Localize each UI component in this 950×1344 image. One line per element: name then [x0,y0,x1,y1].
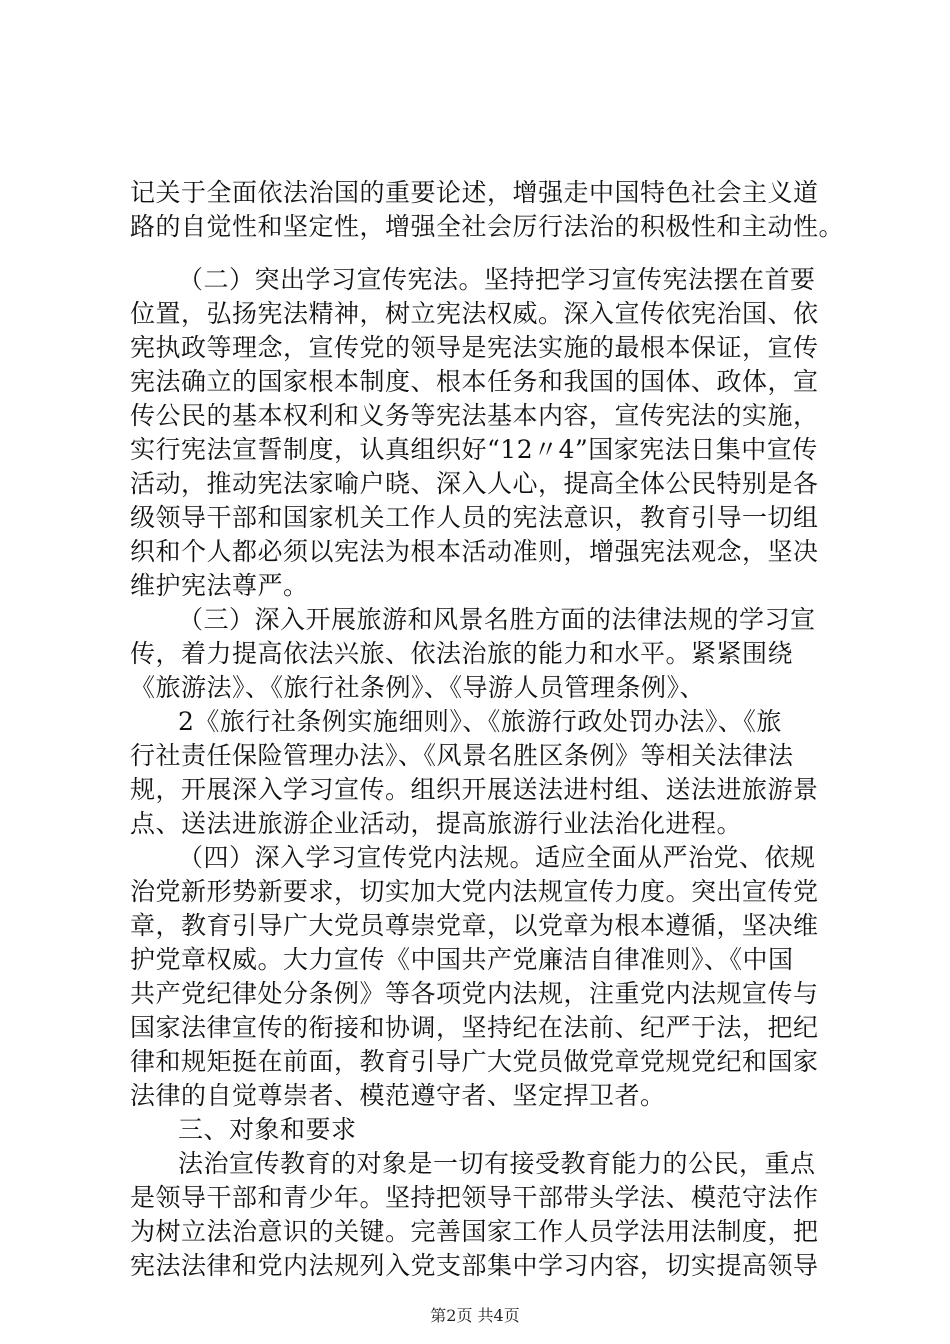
paragraph-start: 法治宣传教育的对象是一切有接受教育能力的公民，重点 [178,1149,816,1178]
text-line: 律和规矩挺在前面，教育引导广大党员做党章党规党纪和国家 [130,1047,819,1076]
text-line: 法律的自觉尊崇者、模范遵守者、坚定捍卫者。 [130,1081,666,1110]
paragraph-heading-2: （二）突出学习宣传宪法。坚持把学习宣传宪法摆在首要 [178,265,816,294]
page-footer: 第2页 共4页 [430,1306,520,1325]
text-line: 点、送法进旅游企业活动，提高旅游行业法治化进程。 [130,809,743,838]
paragraph-heading-3: （三）深入开展旅游和风景名胜方面的法律法规的学习宣 [178,605,816,634]
text-line: 规，开展深入学习宣传。组织开展送法进村组、送法进旅游景 [130,775,819,804]
text-line: 2《旅行社条例实施细则》、《旅游行政处罚办法》、《旅 [178,707,782,736]
section-heading-3: 三、对象和要求 [178,1115,357,1144]
text-line: 是领导干部和青少年。坚持把领导干部带头学法、模范守法作 [130,1183,819,1212]
text-line: 记关于全面依法治国的重要论述，增强走中国特色社会主义道 [130,178,819,207]
text-line: 级领导干部和国家机关工作人员的宪法意识，教育引导一切组 [130,503,819,532]
text-line: 传，着力提高依法兴旅、依法治旅的能力和水平。紧紧围绕 [130,639,794,668]
text-line: 宪法确立的国家根本制度、根本任务和我国的国体、政体，宣 [130,367,819,396]
text-line: 织和个人都必须以宪法为根本活动准则，增强宪法观念，坚决 [130,537,819,566]
text-line: 宪法法律和党内法规列入党支部集中学习内容，切实提高领导 [130,1251,819,1280]
paragraph-heading-4: （四）深入学习宣传党内法规。适应全面从严治党、依规 [178,843,816,872]
text-line: 章，教育引导广大党员尊崇党章，以党章为根本遵循，坚决维 [130,911,819,940]
text-line: 传公民的基本权利和义务等宪法基本内容，宣传宪法的实施， [130,401,819,430]
text-line: 实行宪法宣誓制度，认真组织好“12〃4”国家宪法日集中宣传 [130,435,818,464]
text-line: 位置，弘扬宪法精神，树立宪法权威。深入宣传依宪治国、依 [130,299,819,328]
text-line: 护党章权威。大力宣传《中国共产党廉洁自律准则》、《中国 [130,945,794,974]
text-line: 共产党纪律处分条例》等各项党内法规，注重党内法规宣传与 [130,979,819,1008]
text-line: 维护宪法尊严。 [130,571,309,600]
text-line: 国家法律宣传的衔接和协调，坚持纪在法前、纪严于法，把纪 [130,1013,819,1042]
text-line: 《旅游法》、《旅行社条例》、《导游人员管理条例》、 [130,673,706,702]
text-line: 活动，推动宪法家喻户晓、深入人心，提高全体公民特别是各 [130,469,819,498]
text-line: 宪执政等理念，宣传党的领导是宪法实施的最根本保证，宣传 [130,333,819,362]
text-line: 行社责任保险管理办法》、《风景名胜区条例》等相关法律法 [130,741,794,770]
text-line: 治党新形势新要求，切实加大党内法规宣传力度。突出宣传党 [130,877,819,906]
text-line: 为树立法治意识的关键。完善国家工作人员学法用法制度，把 [130,1217,819,1246]
text-line: 路的自觉性和坚定性，增强全社会厉行法治的积极性和主动性。 [130,212,845,241]
